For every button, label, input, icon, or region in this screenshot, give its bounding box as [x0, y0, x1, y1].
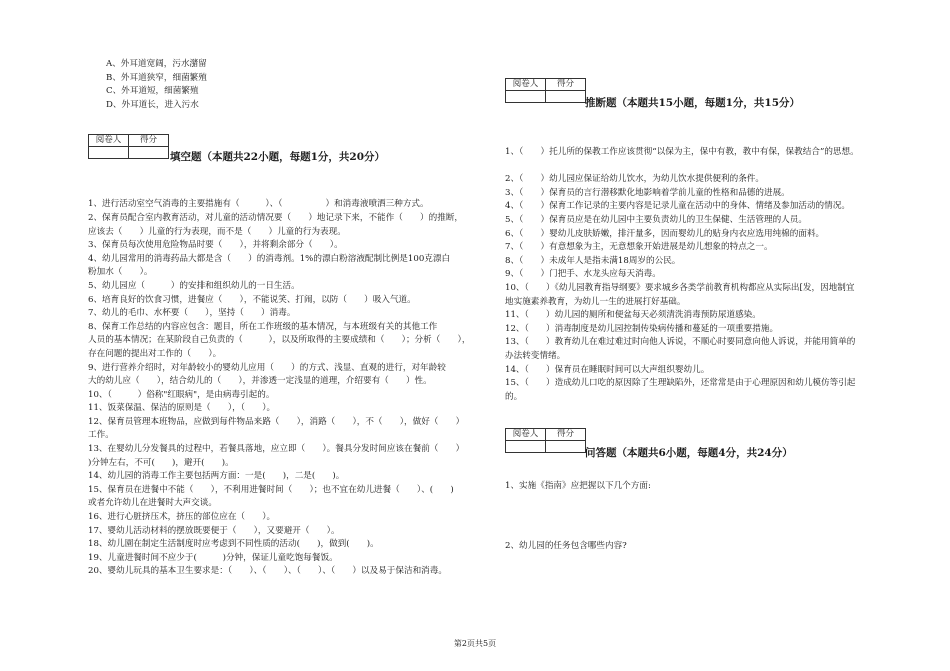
question-line: 14、幼儿园的消毒工作主要包括两方面：一是( )，二是( )。	[88, 471, 345, 482]
score-label: 得分	[546, 429, 586, 441]
question-line: 的。	[505, 391, 523, 402]
score-table	[505, 78, 586, 103]
question-line: 1、（ ）托儿所的保教工作应该贯彻“以保为主，保中有教，教中有保，保教结合”的思想。	[505, 147, 859, 157]
score-label: 得分	[129, 135, 169, 147]
grader-cell	[506, 91, 546, 103]
question-line: 7、（ ）有意想象为主，无意想象开始进展是幼儿想象的特点之一。	[505, 242, 773, 253]
grader-label: 阅卷人	[506, 79, 546, 91]
grader-label: 阅卷人	[506, 429, 546, 441]
question-line: 12、保育员管理本班物品，应做到每件物品来路（ ），消路（ ），不（ ），做好（ ）	[88, 416, 465, 427]
question-line: 1、实施《指南》应把握以下几个方面:	[505, 481, 651, 492]
question-line: 16、进行心脏挤压术，挤压的部位应在（ ）。	[88, 512, 276, 523]
question-line: 12、（ ）消毒制度是幼儿园控制传染病传播和蔓延的一项重要措施。	[505, 323, 779, 334]
grader-cell	[89, 147, 129, 159]
question-line: 11、饭菜保温、保洁的原则是（ ），（ ）。	[88, 403, 276, 414]
question-line: 13、在婴幼儿分发餐具的过程中，若餐具落地，应立即（ ）。餐具分发时间应该在餐前（ ）	[88, 444, 465, 455]
score-cell	[129, 147, 169, 159]
score-cell	[546, 91, 586, 103]
question-line: 6、培育良好的饮食习惯，进餐应（ ），不能说笑、打闹，以防（ ）吸入气道。	[88, 294, 416, 305]
question-line: 2、幼儿园的任务包含哪些内容?	[505, 540, 627, 551]
question-line: 8、保育工作总结的内容应包含：题目，所在工作班级的基本情况，与本班级有关的其他工作	[88, 321, 438, 332]
question-line: 工作。	[88, 430, 114, 441]
question-line: 粉加水（ ）。	[88, 267, 153, 278]
choice-option: B、外耳道狭窄，细菌繁殖	[106, 72, 207, 83]
question-line: 3、保育员每次使用危险物品时要（ ），并将剩余部分（ ）。	[88, 240, 343, 251]
score-table	[88, 134, 169, 159]
judge-section-header	[505, 78, 915, 118]
page-number: 第2页共5页	[453, 639, 497, 648]
question-line: 17、婴幼儿活动材料的摆放既要便于（ ），又要避开（ ）。	[88, 525, 340, 536]
question-line: 9、进行营养介绍时，对年龄较小的婴幼儿应用（ ）的方式、浅显、直观的进行，对年龄较	[88, 362, 446, 373]
question-line: 1、进行活动室空气消毒的主要措施有（ ）、（ ）和消毒液喷洒三种方式。	[88, 199, 429, 210]
left-column	[88, 58, 488, 579]
section-title: 推断题（本题共15小题，每题1分，共15分）	[585, 97, 801, 109]
qa-questions	[505, 480, 915, 553]
score-cell	[546, 441, 586, 453]
question-line: )分钟左右，不可( )，避开( )。	[88, 457, 234, 468]
question-line: 人员的基本情况；在某阶段自己负责的（ ），以及所取得的主要成绩和（ ）；分析（ ），	[88, 335, 471, 346]
question-line: 15、（ ）造成幼儿口吃的原因除了生理缺陷外，还常常是由于心理原因和幼儿模仿等引起	[505, 378, 856, 389]
choice-option: D、外耳道长，进入污水	[106, 99, 199, 110]
question-line: 13、（ ）教育幼儿在难过难过时向他人诉说，不顺心时要同意向他人诉说，并能用简单的	[505, 337, 856, 348]
choice-options	[88, 58, 488, 112]
question-line: 9、（ ）门把手、水龙头应每天消毒。	[505, 269, 661, 280]
question-line: 2、保育员配合室内教育活动，对儿童的活动情况要（ ）地记录下来，不能作（ ）的推断，	[88, 212, 464, 223]
question-line: 5、（ ）保育员应是在幼儿园中主要负责幼儿的卫生保健、生活管理的人员。	[505, 214, 807, 225]
question-line	[505, 160, 915, 174]
question-line: 18、幼儿園在制定生活制度时应考虑到不同性质的活动( )，做到( )。	[88, 539, 379, 550]
question-line: 19、儿童进餐时间不应少于( )分钟，保证儿童吃饱每餐饭。	[88, 552, 338, 563]
question-line: 11、（ ）幼儿园的厕所和便盆每天必须清洗消毒预防尿道感染。	[505, 310, 761, 321]
score-label: 得分	[546, 79, 586, 91]
question-line: 3、（ ）保育员的言行潜移默化地影响着学前儿童的性格和品德的进展。	[505, 187, 790, 198]
question-line: 10、（ ）俗称"红眼病"，是由病毒引起的。	[88, 389, 275, 400]
question-line: 应该去（ ）儿童的行为表现，而不是（ ）儿童的行为表现。	[88, 226, 346, 237]
section-title: 问答题（本题共6小题，每题4分，共24分）	[585, 447, 793, 460]
question-line: 办法转变情绪。	[505, 350, 566, 361]
question-line: 地实施素养教育，为幼儿一生的进展打好基础。	[505, 296, 686, 307]
question-line: 或者允许幼儿在进餐时大声交谈。	[88, 498, 217, 509]
question-line: 20、婴幼儿玩具的基本卫生要求是：（ ）、（ ）、（ ）、（ ）以及易于保洁和消毒。	[88, 566, 447, 577]
choice-option: C、外耳道短，细菌繁殖	[106, 86, 199, 97]
question-line: 14、（ ）保育员在睡眠时间可以大声组织婴幼儿。	[505, 364, 710, 375]
question-line: 4、（ ）保育工作记录的主要内容是记录儿童在活动中的身体、情绪及参加活动的情况。	[505, 201, 850, 212]
question-line: 2、（ ）幼儿园应保证给幼儿饮水，为幼儿饮水提供便利的条件。	[505, 174, 764, 185]
choice-option: A、外耳道宽阔，污水潴留	[106, 59, 207, 69]
right-column	[505, 78, 915, 553]
question-line: 8、（ ）未成年人是指未满18周岁的公民。	[505, 255, 681, 266]
question-line: 15、保育员在进餐中不能（ ），不利用进餐时间（ ）；也不宜在幼儿进餐（ ）、( )	[88, 484, 454, 495]
score-table	[505, 428, 586, 453]
fill-blank-section-header	[88, 134, 488, 174]
section-title: 填空题（本题共22小题，每题1分，共20分）	[170, 151, 386, 164]
question-line: 5、幼儿园应（ ）的安排和组织幼儿的一日生活。	[88, 280, 300, 291]
grader-cell	[506, 441, 546, 453]
question-line: 6、（ ）婴幼儿皮肤娇嫩，排汗量多，因而婴幼儿的贴身内衣应选用纯棉的面料。	[505, 228, 825, 239]
question-line: 存在问题的提出对工作的（ ）。	[88, 348, 222, 359]
judge-questions	[505, 146, 915, 404]
question-line: 7、幼儿的毛巾、水杯要（ ），坚持（ ）消毒。	[88, 308, 296, 319]
question-line: 大的幼儿应（ ），结合幼儿的（ ），并渗透一定浅显的道理，介绍要有（ ）性。	[88, 376, 432, 387]
grader-label: 阅卷人	[89, 135, 129, 147]
qa-section-header	[505, 428, 915, 468]
fill-blank-questions	[88, 198, 488, 579]
question-line: 10、（ ）《幼儿园教育指导纲要》要求城乡各类学前教育机构都应从实际出[发，因地制宜	[505, 282, 855, 293]
question-line: 4、幼儿园常用的消毒药品大都是含（ ）的消毒剂。1%的漂白粉溶液配制比例是100克漂白	[88, 253, 451, 264]
